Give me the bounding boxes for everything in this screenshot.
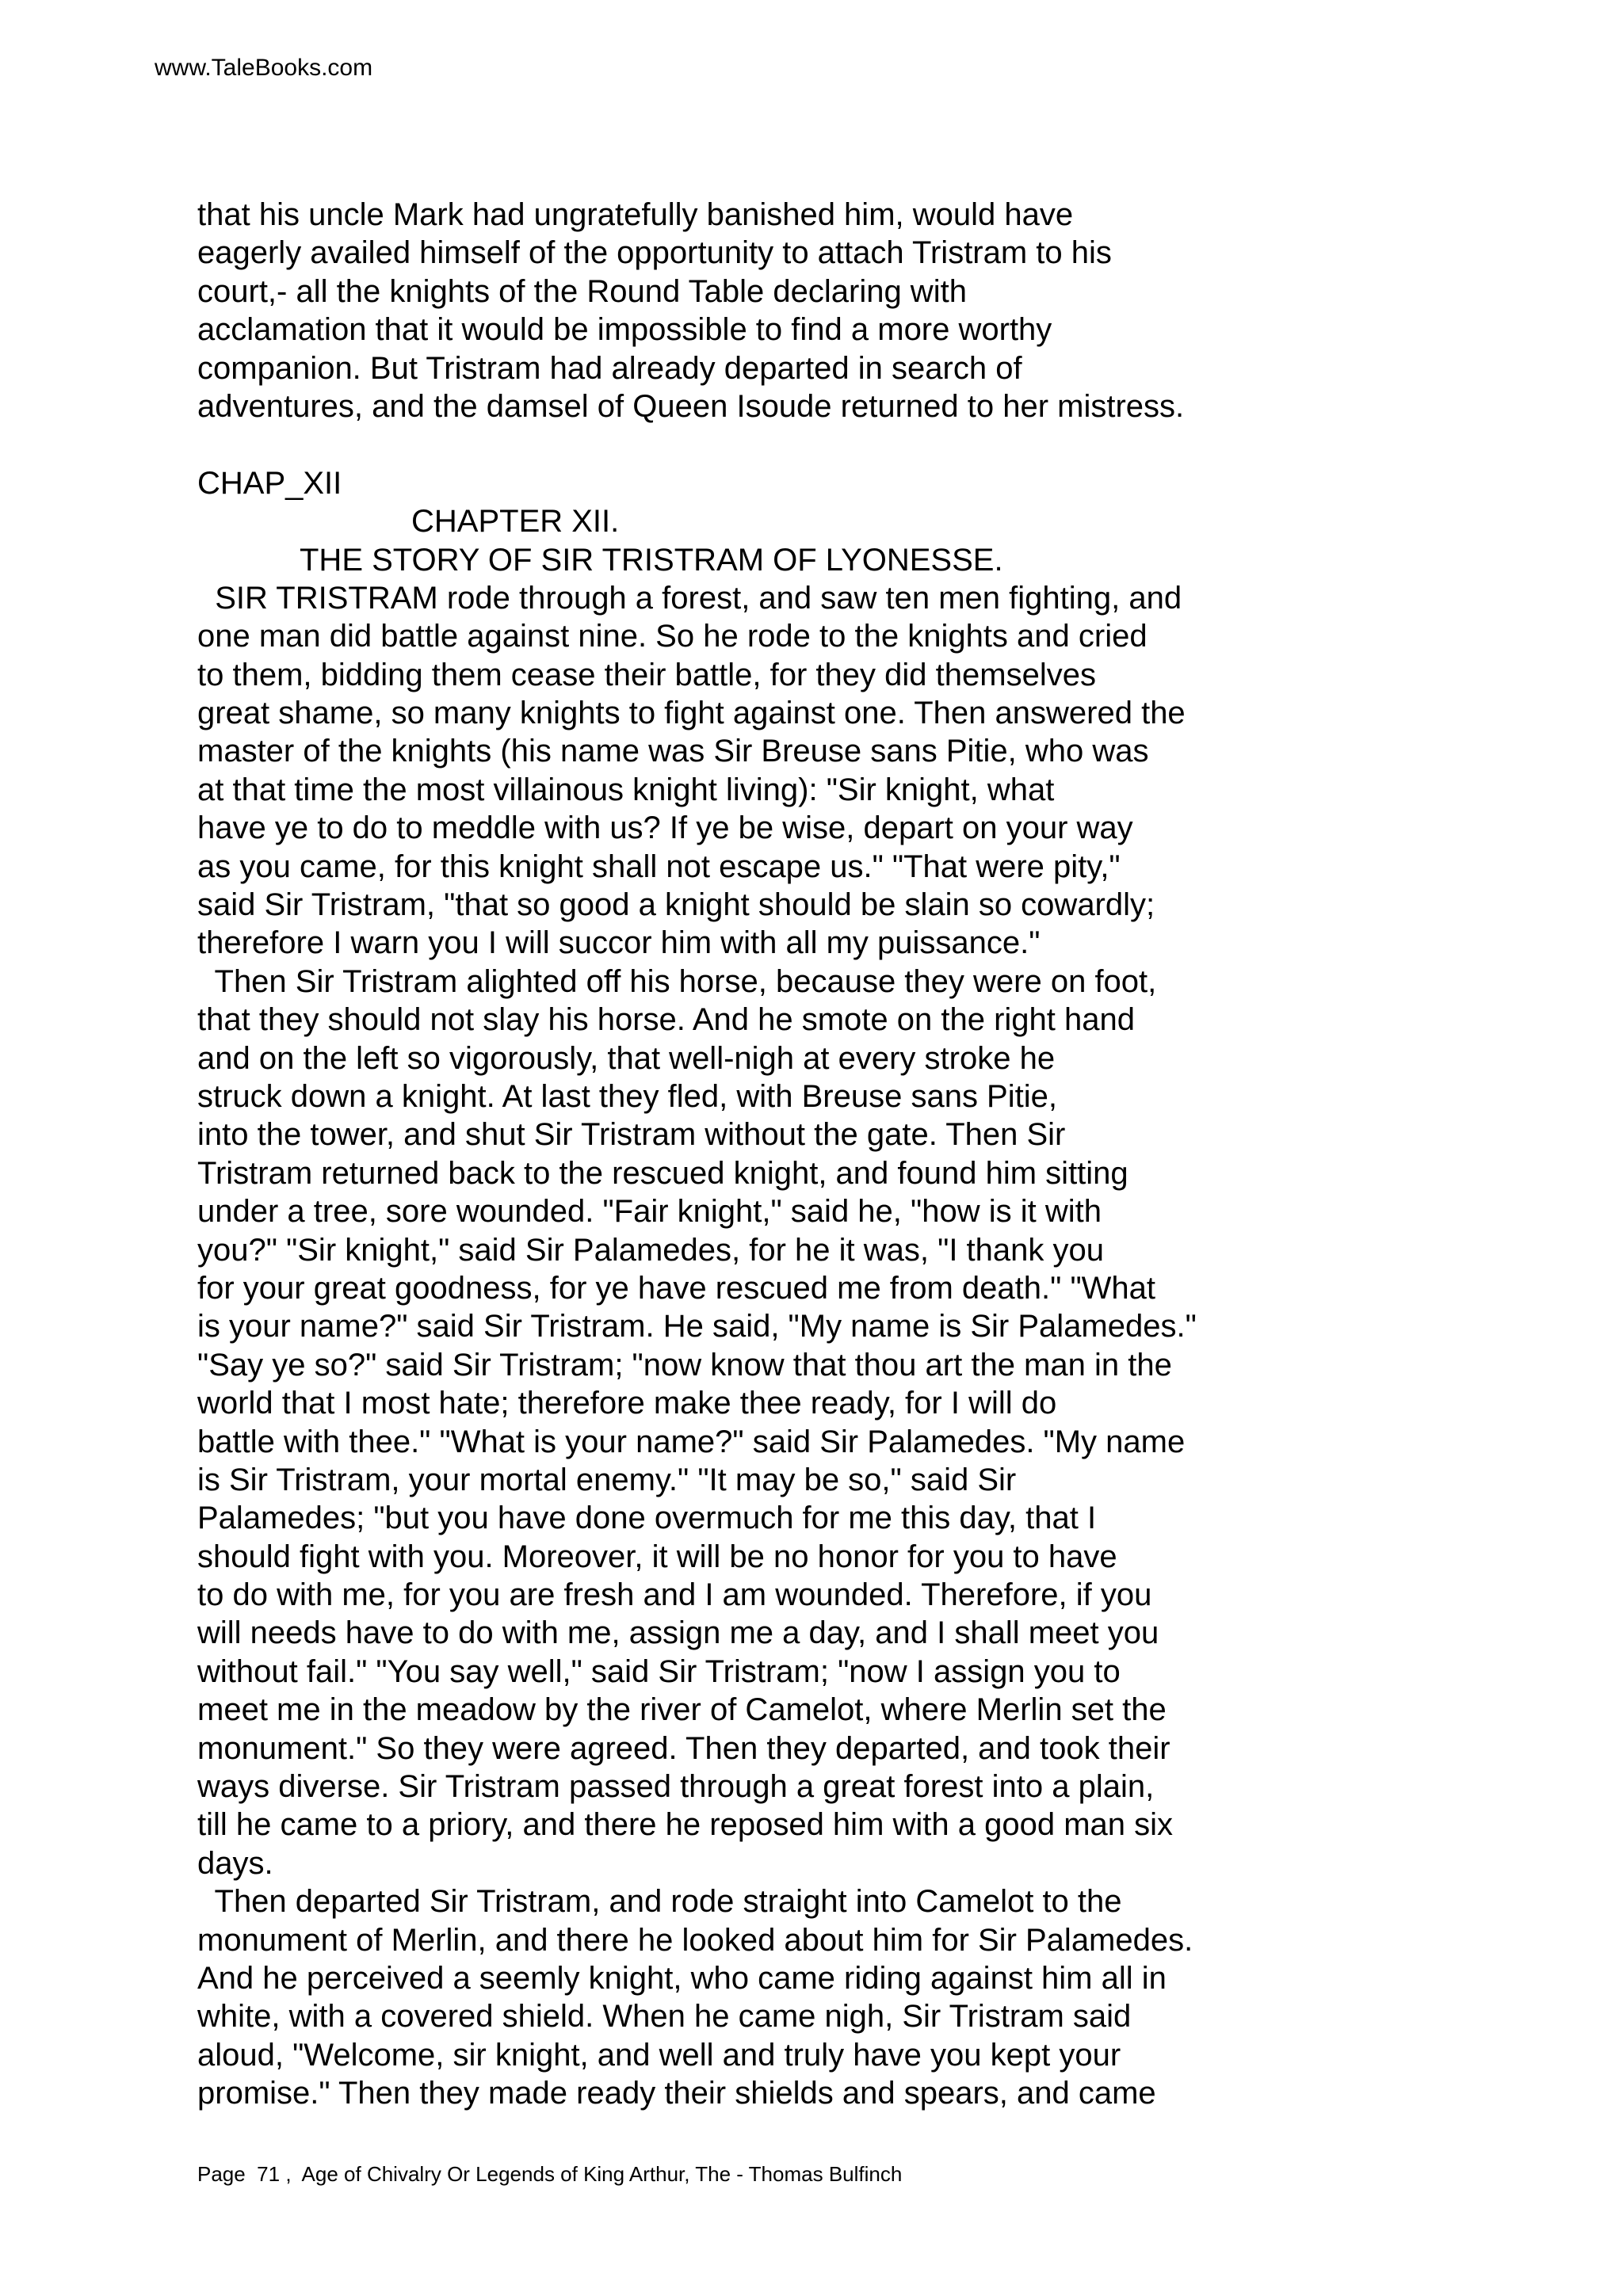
text-line: as you came, for this knight shall not escape us." "That were pity,": [197, 849, 1121, 884]
text-line: acclamation that it would be impossible to find a more worthy: [197, 312, 1052, 348]
text-line: eagerly availed himself of the opportunity to attach Tristram to his: [197, 235, 1112, 271]
text-line: should fight with you. Moreover, it will be no honor for you to have: [197, 1539, 1117, 1574]
text-line: aloud, "Welcome, sir knight, and well and truly have you kept your: [197, 2037, 1121, 2073]
page-footer: Page 71 , Age of Chivalry Or Legends of King Arthur, The - Thomas Bulfinch: [197, 2162, 903, 2186]
text-line: great shame, so many knights to fight against one. Then answered the: [197, 696, 1186, 731]
text-line: that his uncle Mark had ungratefully banished him, would have: [197, 197, 1074, 232]
text-line: is your name?" said Sir Tristram. He said, "My name is Sir Palamedes.": [197, 1309, 1197, 1344]
text-line: struck down a knight. At last they fled, with Breuse sans Pitie,: [197, 1078, 1057, 1114]
paragraph-3: [197, 963, 1434, 1882]
text-line: one man did battle against nine. So he rode to the knights and cried: [197, 619, 1148, 654]
text-line: under a tree, sore wounded. "Fair knight," said he, "how is it with: [197, 1194, 1102, 1230]
paragraph-2: [197, 579, 1434, 963]
text-line: battle with thee." "What is your name?" said Sir Palamedes. "My name: [197, 1424, 1186, 1459]
text-line: companion. But Tristram had already departed in search of: [197, 350, 1022, 386]
chapter-title: THE STORY OF SIR TRISTRAM OF LYONESSE.: [300, 542, 1003, 578]
text-line: Then departed Sir Tristram, and rode straight into Camelot to the: [197, 1884, 1122, 1920]
paragraph-gap: [197, 425, 1434, 463]
text-line: for your great goodness, for ye have rescued me from death." "What: [197, 1270, 1156, 1306]
text-line: that they should not slay his horse. And he smote on the right hand: [197, 1002, 1135, 1038]
text-line: court,- all the knights of the Round Table declaring with: [197, 273, 967, 309]
text-line: to them, bidding them cease their battle, for they did themselves: [197, 657, 1096, 692]
text-line: meet me in the meadow by the river of Camelot, where Merlin set the: [197, 1692, 1167, 1728]
text-line: therefore I warn you I will succor him with all my puissance.": [197, 925, 1041, 961]
text-line: monument." So they were agreed. Then they departed, and took their: [197, 1730, 1170, 1766]
paragraph-4: [197, 1882, 1434, 2112]
chapter-marker: CHAP_XII: [197, 465, 342, 501]
book-page-text: [197, 196, 1434, 2113]
paragraph-1: [197, 196, 1434, 425]
text-line: promise." Then they made ready their shields and spears, and came: [197, 2076, 1156, 2111]
text-line: you?" "Sir knight," said Sir Palamedes, for he it was, "I thank you: [197, 1232, 1105, 1268]
text-line: will needs have to do with me, assign me a day, and I shall meet you: [197, 1615, 1159, 1651]
text-line: Tristram returned back to the rescued knight, and found him sitting: [197, 1155, 1128, 1191]
text-line: have ye to do to meddle with us? If ye be wise, depart on your way: [197, 810, 1133, 846]
text-line: ways diverse. Sir Tristram passed through a great forest into a plain,: [197, 1769, 1155, 1805]
text-line: "Say ye so?" said Sir Tristram; "now know that thou art the man in the: [197, 1347, 1172, 1383]
text-line: Palamedes; "but you have done overmuch for me this day, that I: [197, 1501, 1097, 1536]
text-line: And he perceived a seemly knight, who came riding against him all in: [197, 1960, 1167, 1996]
chapter-heading: CHAPTER XII.: [411, 504, 620, 540]
site-url: www.TaleBooks.com: [155, 55, 373, 81]
text-line: is Sir Tristram, your mortal enemy." "It may be so," said Sir: [197, 1462, 1017, 1497]
text-line: white, with a covered shield. When he came nigh, Sir Tristram said: [197, 1999, 1132, 2035]
text-line: Then Sir Tristram alighted off his horse, because they were on foot,: [197, 963, 1157, 999]
text-line: SIR TRISTRAM rode through a forest, and saw ten men fighting, and: [197, 580, 1182, 616]
text-line: said Sir Tristram, "that so good a knight should be slain so cowardly;: [197, 887, 1155, 923]
text-line: and on the left so vigorously, that well-nigh at every stroke he: [197, 1040, 1056, 1076]
text-line: monument of Merlin, and there he looked about him for Sir Palamedes.: [197, 1922, 1193, 1958]
text-line: into the tower, and shut Sir Tristram without the gate. Then Sir: [197, 1117, 1066, 1153]
text-line: world that I most hate; therefore make thee ready, for I will do: [197, 1386, 1057, 1421]
text-line: till he came to a priory, and there he reposed him with a good man six: [197, 1807, 1174, 1843]
text-line: to do with me, for you are fresh and I am wounded. Therefore, if you: [197, 1577, 1152, 1613]
text-line: master of the knights (his name was Sir Breuse sans Pitie, who was: [197, 734, 1149, 769]
text-line: days.: [197, 1845, 273, 1881]
text-line: at that time the most villainous knight living): "Sir knight, what: [197, 772, 1055, 807]
text-line: without fail." "You say well," said Sir Tristram; "now I assign you to: [197, 1653, 1121, 1689]
text-line: adventures, and the damsel of Queen Isoude returned to her mistress.: [197, 388, 1185, 424]
